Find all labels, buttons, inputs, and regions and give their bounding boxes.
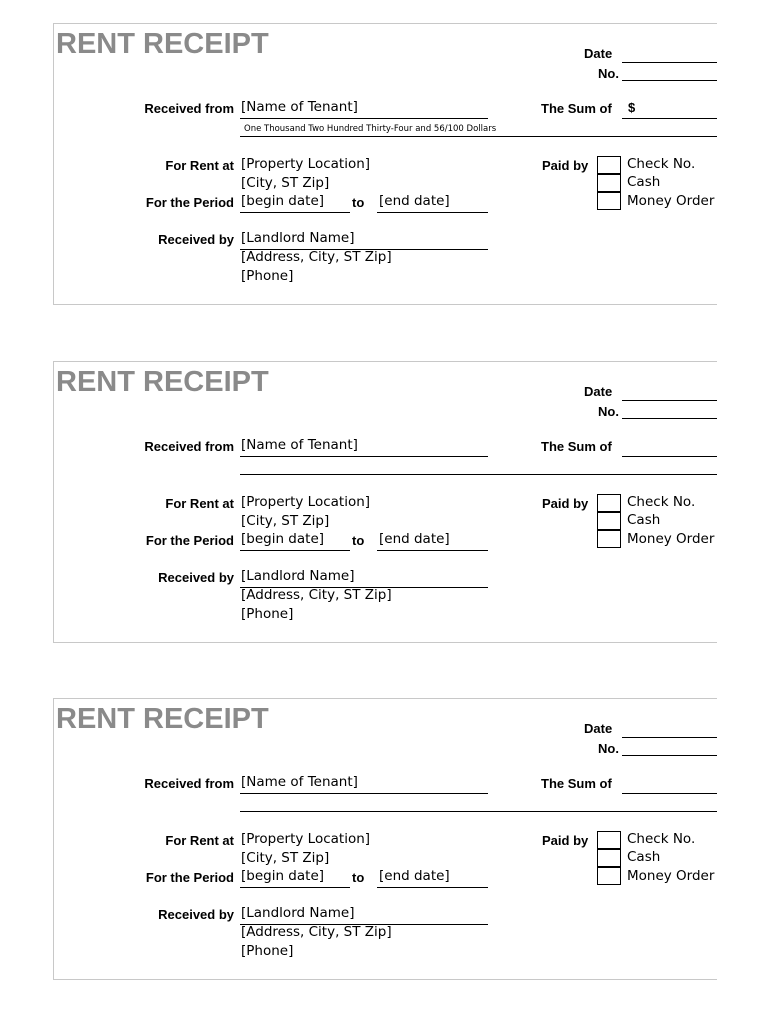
begin-date[interactable]: [begin date] bbox=[241, 868, 325, 884]
for-rent-at-label: For Rent at bbox=[165, 158, 234, 173]
sum-line bbox=[622, 118, 717, 119]
money-order-checkbox[interactable] bbox=[597, 530, 621, 548]
received-by-label: Received by bbox=[158, 570, 234, 585]
date-label: Date bbox=[584, 384, 613, 399]
money-order-checkbox[interactable] bbox=[597, 867, 621, 885]
period-label: For the Period bbox=[145, 195, 234, 210]
cash-checkbox[interactable] bbox=[597, 512, 621, 530]
sum-line bbox=[622, 456, 717, 457]
landlord-address[interactable]: [Address, City, ST Zip] bbox=[241, 587, 392, 603]
begin-date-line bbox=[240, 212, 350, 213]
check-label: Check No. bbox=[627, 831, 696, 847]
number-label: No. bbox=[598, 404, 619, 419]
begin-date[interactable]: [begin date] bbox=[241, 531, 325, 547]
date-line[interactable] bbox=[622, 400, 717, 401]
paid-by-label: Paid by bbox=[542, 833, 589, 848]
number-line[interactable] bbox=[622, 418, 717, 419]
end-date[interactable]: [end date] bbox=[379, 868, 450, 884]
money-order-label: Money Order bbox=[627, 531, 715, 547]
end-date-line bbox=[377, 212, 488, 213]
landlord-phone[interactable]: [Phone] bbox=[241, 606, 294, 622]
landlord-name[interactable]: [Landlord Name] bbox=[241, 905, 355, 921]
number-label: No. bbox=[598, 741, 619, 756]
landlord-phone[interactable]: [Phone] bbox=[241, 943, 294, 959]
date-label: Date bbox=[584, 46, 613, 61]
property-city-st-zip[interactable]: [City, ST Zip] bbox=[241, 513, 330, 529]
sum-label: The Sum of bbox=[541, 439, 612, 454]
rent-receipt-1 bbox=[53, 23, 717, 305]
for-rent-at-label: For Rent at bbox=[165, 833, 234, 848]
received-by-label: Received by bbox=[158, 907, 234, 922]
landlord-phone[interactable]: [Phone] bbox=[241, 268, 294, 284]
property-city-st-zip[interactable]: [City, ST Zip] bbox=[241, 850, 330, 866]
period-label: For the Period bbox=[145, 870, 234, 885]
money-order-checkbox[interactable] bbox=[597, 192, 621, 210]
tenant-name[interactable]: [Name of Tenant] bbox=[241, 99, 358, 115]
end-date[interactable]: [end date] bbox=[379, 193, 450, 209]
received-from-label: Received from bbox=[144, 776, 234, 791]
tenant-line bbox=[240, 118, 488, 119]
number-line[interactable] bbox=[622, 755, 717, 756]
begin-date[interactable]: [begin date] bbox=[241, 193, 325, 209]
property-location[interactable]: [Property Location] bbox=[241, 831, 371, 847]
check-checkbox[interactable] bbox=[597, 494, 621, 512]
cash-checkbox[interactable] bbox=[597, 849, 621, 867]
money-order-label: Money Order bbox=[627, 868, 715, 884]
tenant-line bbox=[240, 456, 488, 457]
paid-by-label: Paid by bbox=[542, 496, 589, 511]
end-date-line bbox=[377, 887, 488, 888]
for-rent-at-label: For Rent at bbox=[165, 496, 234, 511]
received-by-label: Received by bbox=[158, 232, 234, 247]
to-label: to bbox=[352, 195, 365, 210]
begin-date-line bbox=[240, 887, 350, 888]
tenant-line bbox=[240, 793, 488, 794]
amount-words-line bbox=[240, 136, 717, 137]
received-from-label: Received from bbox=[144, 101, 234, 116]
rent-receipt-3 bbox=[53, 698, 717, 980]
number-label: No. bbox=[598, 66, 619, 81]
amount-words-line bbox=[240, 811, 717, 812]
amount-words-line bbox=[240, 474, 717, 475]
landlord-address[interactable]: [Address, City, ST Zip] bbox=[241, 924, 392, 940]
to-label: to bbox=[352, 870, 365, 885]
cash-label: Cash bbox=[627, 849, 661, 865]
property-location[interactable]: [Property Location] bbox=[241, 494, 371, 510]
end-date-line bbox=[377, 550, 488, 551]
number-line[interactable] bbox=[622, 80, 717, 81]
sum-line bbox=[622, 793, 717, 794]
rent-receipt-2 bbox=[53, 361, 717, 643]
landlord-address[interactable]: [Address, City, ST Zip] bbox=[241, 249, 392, 265]
received-from-label: Received from bbox=[144, 439, 234, 454]
money-order-label: Money Order bbox=[627, 193, 715, 209]
to-label: to bbox=[352, 533, 365, 548]
property-location[interactable]: [Property Location] bbox=[241, 156, 371, 172]
receipt-title: RENT RECEIPT bbox=[56, 366, 269, 398]
check-label: Check No. bbox=[627, 156, 696, 172]
period-label: For the Period bbox=[145, 533, 234, 548]
date-line[interactable] bbox=[622, 737, 717, 738]
date-line[interactable] bbox=[622, 62, 717, 63]
check-checkbox[interactable] bbox=[597, 156, 621, 174]
receipt-title: RENT RECEIPT bbox=[56, 703, 269, 735]
sum-value[interactable]: $ bbox=[628, 100, 636, 115]
check-label: Check No. bbox=[627, 494, 696, 510]
property-city-st-zip[interactable]: [City, ST Zip] bbox=[241, 175, 330, 191]
paid-by-label: Paid by bbox=[542, 158, 589, 173]
sum-label: The Sum of bbox=[541, 101, 612, 116]
landlord-name[interactable]: [Landlord Name] bbox=[241, 230, 355, 246]
cash-label: Cash bbox=[627, 512, 661, 528]
sum-label: The Sum of bbox=[541, 776, 612, 791]
cash-label: Cash bbox=[627, 174, 661, 190]
tenant-name[interactable]: [Name of Tenant] bbox=[241, 774, 358, 790]
begin-date-line bbox=[240, 550, 350, 551]
end-date[interactable]: [end date] bbox=[379, 531, 450, 547]
amount-in-words[interactable]: One Thousand Two Hundred Thirty-Four and 56/100 Dollars bbox=[244, 124, 497, 134]
date-label: Date bbox=[584, 721, 613, 736]
tenant-name[interactable]: [Name of Tenant] bbox=[241, 437, 358, 453]
check-checkbox[interactable] bbox=[597, 831, 621, 849]
landlord-name[interactable]: [Landlord Name] bbox=[241, 568, 355, 584]
cash-checkbox[interactable] bbox=[597, 174, 621, 192]
receipt-title: RENT RECEIPT bbox=[56, 28, 269, 60]
